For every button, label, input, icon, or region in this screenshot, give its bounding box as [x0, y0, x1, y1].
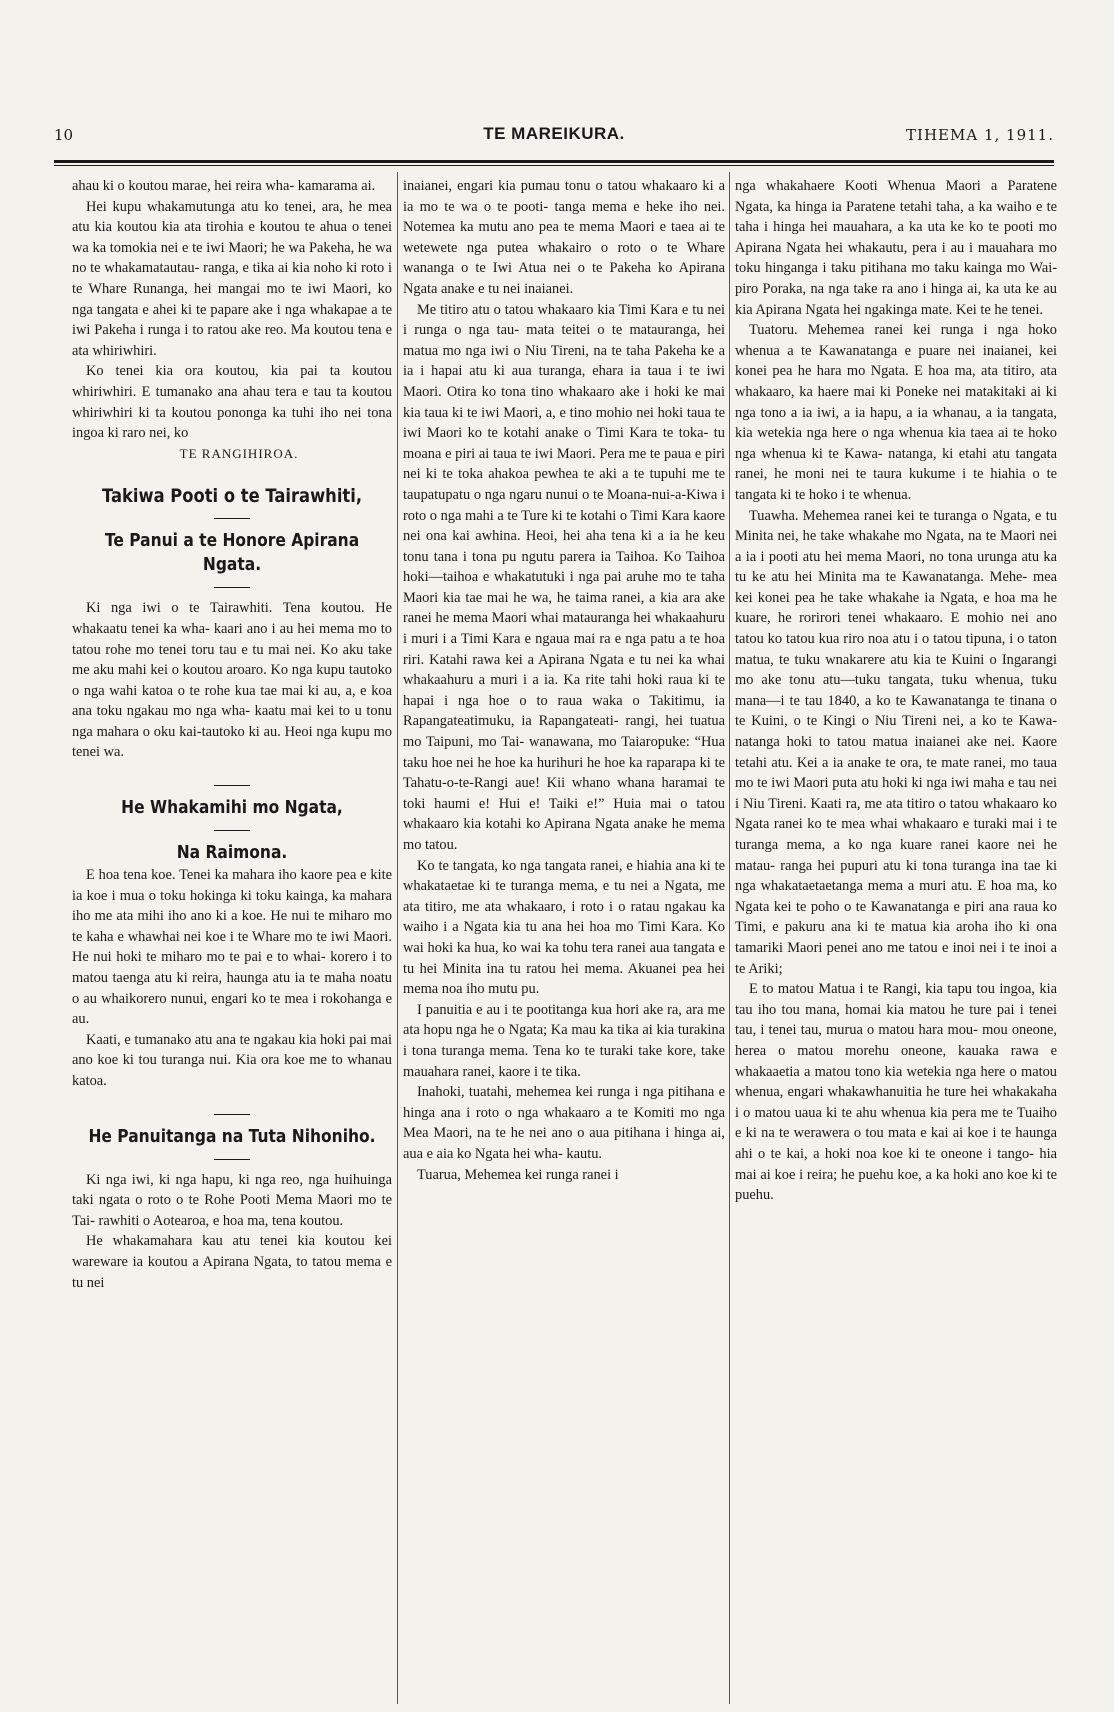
col1-paragraph-3: Ko tenei kia ora koutou, kia pai ta koutou whiriwhiri. E tumanako ana ahau tera e tau ta koutou whiriwhiri ki ta koutou pononga ka tuhi iho nei tona ingoa ki raro nei, ko: [72, 363, 392, 442]
headline-panui: Te Panui a te Honore Apirana Ngata.: [104, 530, 360, 576]
col2-paragraph-3: Ko te tangata, ko nga tangata ranei, e hiahia ana ki te whakataetae ki te turanga mema, e tu nei a Ngata, me ata titiro, me ata whakaaro, i roto i o ratau ngakau ka waiho i a Ngata kia tu ana hei hoa mo Timi Kara. Ko wai hoki ka hua, ko wai ka tohu tera ranei aua tangata e tu hei Minita ina tu ratou hei mema. Akuanei pea hei mema noa iho mutu pu.: [403, 857, 725, 998]
headline-divider: [214, 1159, 250, 1160]
newspaper-title: TE MAREIKURA.: [483, 124, 625, 143]
column-2: [403, 176, 725, 1185]
column-3: [735, 176, 1057, 1206]
col2-paragraph-6: Tuarua, Mehemea kei runga ranei i: [417, 1166, 619, 1183]
issue-date: TIHEMA 1, 1911.: [906, 126, 1054, 144]
col2-paragraph-2: Me titiro atu o tatou whakaaro kia Timi Kara e tu nei i runga o nga tau- mata teitei o te matauranga, hei matua mo nga iwi o Niu Tireni, na te taha Pakeha ke a ia i hapai atu ki aua turanga, ehara ia taua i te iwi Maori. Otira ko tona tino whakaaro ake i hoki ke mai kia taua ki te iwi Maori, a, e tino mohio nei hoki taua te iwi Maori ko te kotahi anake o Timi Kara te toka- tu moana e piri ai taua te iwi Maori. Pera me te paua e piri nei ki te toka ahakoa pewhea te aki a te tupuhi me te taupatupatu o nga ngaru nunui o te Moana-nui-a-Kiwa i roto o nga mahi a te Ture ki te kotahi o Timi Kara kaore nei ona kai awhina. Heoi, hei aha tena ki a ia he keu tonu tana i tona pu ngutu parera ia Taihoa. Ko Taihoa hoki—taihoa e whakatutuki i nga pai aruhe mo te taha Maori kia tae mai he wa, he taima ranei, a kia ara ake ranei he mema Maori whai matauranga hei whakaahuru i muri i a Timi Kara e ngaua mai ra e nga patu a te hoa riri. Katahi rawa kei a Apirana Ngata e tu nei ka whai whakaahuru a muri i a ia. Ka rite tahi hoki raua ki te hapai i nga hoe o to raua waka o Takitimu, ia Rapangateatimuku, ia Rapangateati- rangi, hei tuatua mo Taipuni, mo Tai- wanawana, mo Taiaropuke: “Hua taku hoe nei he hoe ka hurihuri he hoe ka raparapa ki te Tahatu-o-te-Rangi aue! Kii whano whana haramai te toki haumi e! Hui e! Taiki e!” Huia mai o tatou whakaaro kia kotahi ko Apirana Ngata anake he mema mo tatou.: [403, 301, 725, 853]
col1-paragraph-6: Kaati, e tumanako atu ana te ngakau kia hoki pai mai ano koe ki tou turanga nui. Kia ora koe me to whanau katoa.: [72, 1031, 392, 1089]
col3-paragraph-2: Tuatoru. Mehemea ranei kei runga i nga hoko whenua a te Kawanatanga e puare nei inaianei, kei konei pea he hara mo Ngata. E hoa ma, ata titiro, ata whakaaro, ka haere mai ki Poneke nei matakitaki ai ki nga tono a ia iwi, a ia hapu, a ia whanau, a ia tangata, kia wetekia nga here o nga whenua kia taea ai te hoko nga whenua ki te Kawa- natanga, ki etahi atu tangata ranei, he moni nei te taura kukume i te hiahia o te tangata ki te hoko i te whenua.: [735, 322, 1057, 503]
col2-paragraph-4: I panuitia e au i te pootitanga kua hori ake ra, ara me ata hopu nga he o Ngata; Ka mau ka tika ai kia turakina i tona turanga mema. Tena ko te turaki take kore, take mauahara ranei, kaore i te tika.: [403, 1001, 725, 1080]
header-rule-thick: [54, 160, 1054, 163]
column-divider-2: [729, 172, 730, 1704]
page-number: 10: [54, 126, 74, 144]
col3-paragraph-4: E to matou Matua i te Rangi, kia tapu tou ingoa, kia tau iho tou mana, homai kia matou he ture pai i tenei tau, i tenei tau, murua o matou hara mou- mou oneone, herea o matou morehu oneone, kauaka rawa e whakaaetia a matou tono kia wetekia nga here o matou whenua, engari whakawhanuitia he ture hei whakakaha i o matou uaua ki te ahu whenua kia pera me te Tuaiho e ki na te werawera o tou mata e kai ai koe i te haunga ahi o te kai, a hoki noa koe ki te oneone i tango- hia mai ai koe i reira; he puehu koe, a ka hoki ano koe ki te puehu.: [735, 981, 1057, 1204]
headline-takiwa: Takiwa Pooti o te Tairawhiti,: [101, 485, 363, 508]
column-1: [72, 176, 392, 1293]
section-divider: [214, 1114, 250, 1115]
header-rule-thin: [54, 165, 1054, 166]
col3-paragraph-1: nga whakahaere Kooti Whenua Maori a Paratene Ngata, ka hinga ia Paratene tetahi taha, a ka waiho e te taha i hinga hei mauahara, a ka uta ke ko te pooti mo Apirana Ngata hei whakautu, pera i au i mauahara mo toku hinganga i taku pitihana mo taku kainga mo Wai- piro Poraka, na nga take ra ano i hinga ai, ka uta ke au kia Apirana Ngata hei ngakinga mate. Kei te he tenei.: [735, 178, 1057, 318]
col1-paragraph-7: Ki nga iwi, ki nga hapu, ki nga reo, nga huihuinga taki ngata o roto o te Rohe Pooti Mema Maori mo te Tai- rawhiti o Aotearoa, e hoa ma, tena koutou.: [72, 1171, 392, 1229]
col3-paragraph-3: Tuawha. Mehemea ranei kei te turanga o Ngata, e tu Minita nei, he take whakahe mo Ngata, na te Maori nei a ia i pooti atu hei mema Maori, no tona urunga atu ka tu ke atu hei Minita ma te Kawanatanga. Mehe- mea kei konei pea he take whakahe ia Ngata, e hoa ma he kuare, he rorirori tenei whakaaro. E mohio nei ano tatou ko tatou kua riro noa atu i o tatou tipuna, i o taton matua, te tuku wnakarere atu kia te Kuini o Ingarangi mo ake tonu atu—tuku tangata, tuku whenua, tuku mana—i te tau 1840, a ko te Kawanatanga te tinana o te Kuini, o te Kingi o Niu Tireni nei, a ko te Kawa- natanga hoki to tatou matua inaianei ake nei. Kaore tetahi atu. Kei a ia anake te ora, te mate ranei, mo taua mo te iwi Maori puta atu hoki ki nga iwi maha e tau nei i Niu Tireni. Kaati ra, me ata titiro o tatou whakaaro ko Ngata ranei ko te mea whai whakaaro e turaki mai i te turanga mema, a ko nga kuare ranei kaore nei he matau- ranga hei pupuri atu ki tona turanga ina tae ki nga whakataetaetanga mema a muri atu. E hoa ma, ko Ngata kei te poho o te Kawanatanga e piri ana raua ko Timi, e pakuru ana ki te matua kia aroha iho ki ona tamariki Maori penei ano me tatou e inoi nei i te inoi a te Ariki;: [735, 507, 1057, 977]
col2-paragraph-1: inaianei, engari kia pumau tonu o tatou whakaaro ki a ia mo te wa o te pooti- tanga mema e heke iho nei. Notemea ka mutu ano pea te mema Maori e taea ai te wetewete nga putea whakairo o roto o te Whare wananga o te Iwi Atua nei o te Pakeha ko Apirana Ngata anake e tu nei inaianei.: [403, 178, 725, 297]
headline-divider: [214, 587, 250, 588]
headline-divider: [214, 518, 250, 519]
col1-paragraph-1: ahau ki o koutou marae, hei reira wha- kamarama ai.: [72, 178, 376, 194]
col1-paragraph-4: Ki nga iwi o te Tairawhiti. Tena koutou. He whakaatu tenei ka wha- kaari ano i au hei mema mo to tatou rohe mo tenei toru tau e tu mai nei. Ko aku take me aku mahi kei o koutou aroaro. Ko nga kupu tautoko o nga wahi katoa o te rohe kua tae mai ki au, a, e koa ana toku ngakau mo nga wha- kaatu mai kei to u tonu nga mahara o oku kai-tautoko ki au. Heoi nga kupu mo tenei wa.: [72, 600, 392, 761]
col1-paragraph-5: E hoa tena koe. Tenei ka mahara iho kaore pea e kite ia koe i mua o toku hokinga ki toku kainga, ka mahara iho me ata mihi iho ano ki a koe. He nui te miharo mo te kaha e whawhai nei koe i te Whare mo te iwi Maori. He nui hoki te miharo mo te pai e to whai- korero i to matou taenga atu ki reira, haunga atu ia te maha noatu o au whaikorero nunui, engari ko te mea i rokohanga e au.: [72, 867, 392, 1028]
col2-paragraph-5: Inahoki, tuatahi, mehemea kei runga i nga pitihana e hinga ana i roto o nga whakaaro a te Komiti mo nga Mea Maori, na te he nei ano o aua pitihana i hinga ai, aua e aia ko Ngata hei wha- kautu.: [403, 1084, 725, 1162]
headline-whakamihi: He Whakamihi mo Ngata,: [121, 797, 343, 819]
col1-paragraph-2: Hei kupu whakamutunga atu ko tenei, ara, he mea atu kia koutou kia ata tirohia e koutou te ahua o tenei wa ka tomokia nei e te iwi Maori; he wa Pakeha, he wa no te whakamatautau- ranga, e tika ai kia noho ki roto i te Whare Runanga, hei mangai mo te iwi Maori, ko nga tangata e ahei ki te papare ake i nga whakapae a te iwi Pakeha i runga i to ratou ake reo. Ma koutou tena e ata whiriwhiri.: [72, 198, 392, 359]
headline-raimona: Na Raimona.: [176, 842, 288, 864]
signature: TE RANGIHIROA.: [179, 445, 299, 461]
page-header: [54, 126, 1054, 148]
section-divider: [214, 785, 250, 786]
column-divider-1: [397, 172, 398, 1704]
headline-tuta: He Panuitanga na Tuta Nihoniho.: [88, 1125, 376, 1147]
headline-divider: [214, 830, 250, 831]
col1-paragraph-8: He whakamahara kau atu tenei kia koutou kei wareware ia koutou a Apirana Ngata, to tatou mema e tu nei: [72, 1233, 392, 1291]
